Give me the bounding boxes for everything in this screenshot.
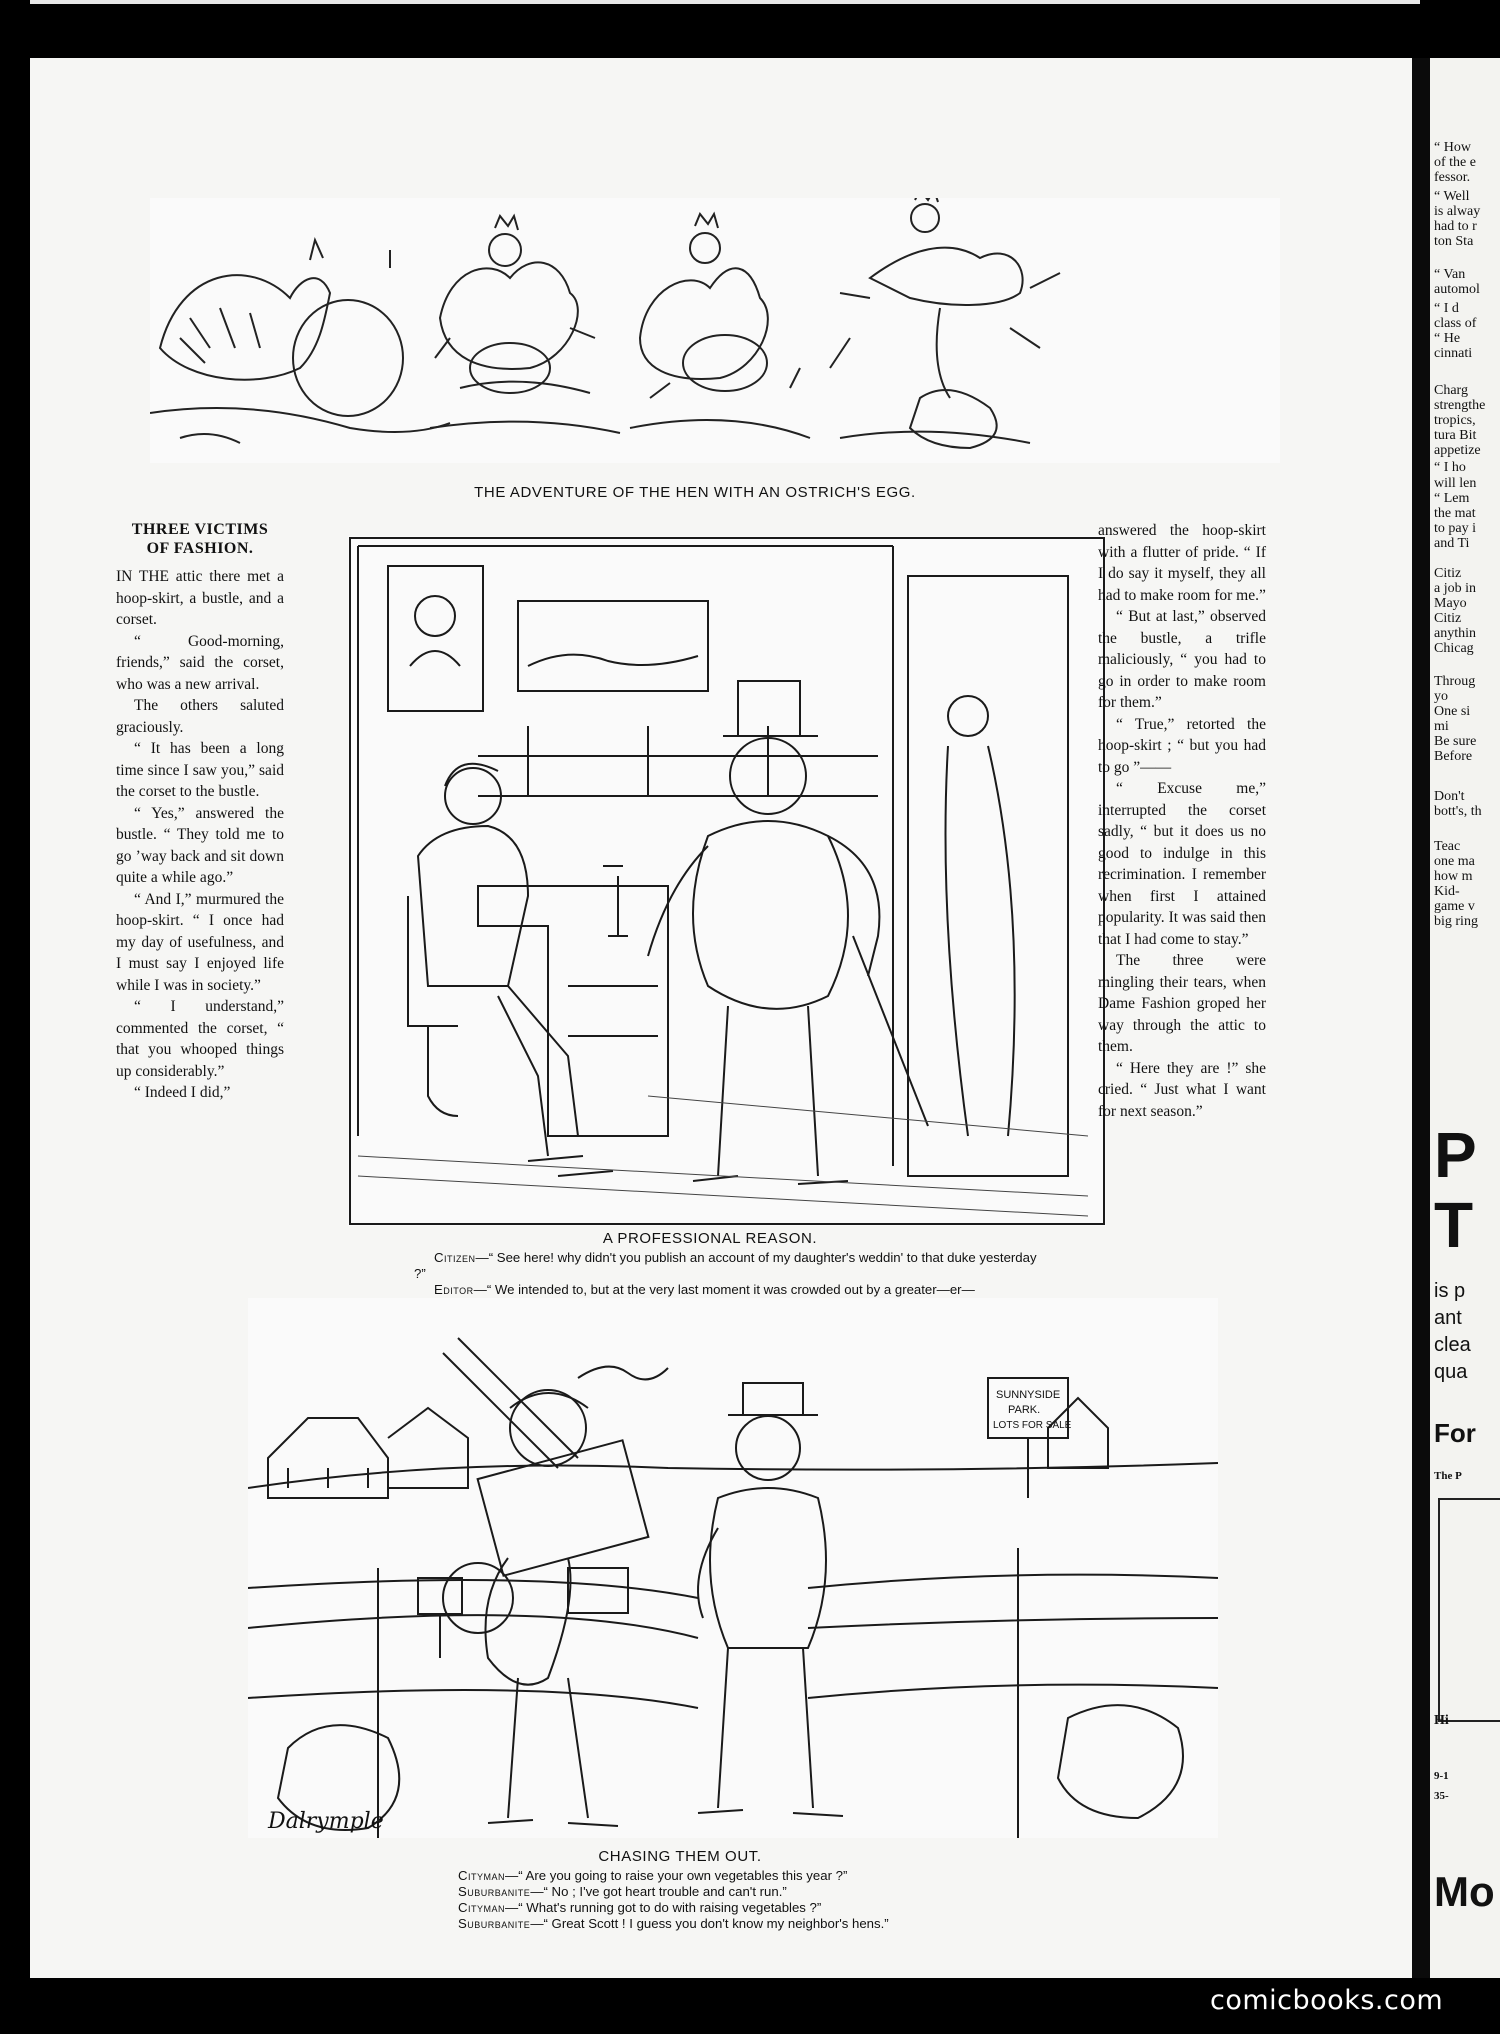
adjacent-text-fragment: “ Well	[1434, 189, 1470, 204]
article-paragraph: answered the hoop-skirt with a flutter of pride. “ If I do say it myself, they all had to make room for me.”	[1098, 522, 1266, 604]
adjacent-text-fragment: “ How	[1434, 140, 1471, 155]
ad-the-p: The P	[1434, 1470, 1462, 1482]
suburb-cartoon-dialog	[458, 1868, 1058, 1932]
adjacent-text-fragment: strengthe	[1434, 398, 1486, 413]
ad-addr-2: 35-	[1434, 1790, 1449, 1802]
ad-big-letter-2: T	[1434, 1189, 1474, 1261]
adjacent-text-fragment: yo	[1434, 689, 1448, 704]
dialog-line	[458, 1916, 1058, 1932]
article-paragraph: “ It has been a long time since I saw you,” said the corset to the bustle.	[116, 740, 284, 800]
dialog-speaker: Cityman	[458, 1900, 506, 1915]
adjacent-text-fragment: anythin	[1434, 626, 1476, 641]
sunnyside-sign-line1: SUNNYSIDE	[996, 1389, 1061, 1401]
speaker-editor: Editor	[434, 1282, 474, 1297]
ad-line: ant	[1434, 1307, 1462, 1329]
article-left-column	[116, 520, 284, 1104]
adjacent-page-fragment	[1430, 58, 1500, 1978]
adjacent-text-fragment: cinnati	[1434, 346, 1473, 361]
editor-line: —“ We intended to, but at the very last moment it was crowded out by a greater—er—	[473, 1282, 975, 1297]
office-cartoon-drawing	[348, 536, 1106, 1226]
dialog-line	[458, 1868, 1058, 1884]
suburb-cartoon-illustration	[248, 1298, 1218, 1838]
article-paragraph: “ Good-morning, friends,” said the corset, who was a new arrival.	[116, 632, 284, 693]
adjacent-text-fragment: Don't	[1434, 789, 1465, 804]
article-paragraph: The three were mingling their tears, when Dame Fashion groped her way through the attic to them.	[1098, 952, 1266, 1055]
adjacent-text-fragment: Teac	[1434, 839, 1461, 854]
adjacent-text-fragment: one ma	[1434, 854, 1475, 869]
adjacent-text-fragment: to pay i	[1434, 521, 1476, 536]
adjacent-text-fragment: Be sure	[1434, 734, 1477, 749]
dialog-speaker: Suburbanite	[458, 1884, 531, 1899]
adjacent-text-fragment: game v	[1434, 899, 1475, 914]
article-paragraph: “ I understand,” commented the corset, “ that you whooped things up considerably.”	[116, 998, 284, 1080]
page-top-edge	[30, 0, 1420, 4]
adjacent-text-fragment: Chicag	[1434, 641, 1474, 656]
adjacent-text-fragment: Throug	[1434, 674, 1476, 689]
ad-line: is p	[1434, 1280, 1466, 1302]
adjacent-text-fragment: of the e	[1434, 155, 1476, 170]
article-paragraph: “ Indeed I did,”	[134, 1084, 231, 1101]
adjacent-text-fragment: will len	[1434, 476, 1477, 491]
office-cartoon-illustration	[348, 536, 1106, 1226]
adjacent-text-fragment: class of	[1434, 316, 1477, 331]
ad-mo: Mo	[1434, 1868, 1495, 1915]
adjacent-text-fragment: One si	[1434, 704, 1471, 719]
adjacent-text-fragment: Kid-	[1434, 884, 1460, 899]
headline-line-1: THREE VICTIMS	[131, 521, 269, 538]
article-paragraph: “ But at last,” observed the bustle, a trifle maliciously, “ you had to go in order to make room for them.”	[1098, 608, 1266, 711]
newspaper-page	[30, 58, 1420, 1978]
headline-line-2: OF FASHION.	[146, 540, 254, 557]
adjacent-text-fragment: fessor.	[1434, 170, 1471, 185]
article-paragraph: IN THE attic there met a hoop-skirt, a bustle, and a corset.	[116, 568, 284, 628]
adjacent-text-fragment: the mat	[1434, 506, 1476, 521]
artist-signature: Dalrymple	[268, 1809, 384, 1834]
dialog-text: —“ Great Scott ! I guess you don't know my neighbor's hens.”	[530, 1916, 889, 1931]
sunnyside-sign-line2: PARK.	[1008, 1404, 1041, 1416]
adjacent-text-fragment: how m	[1434, 869, 1473, 884]
adjacent-text-fragment: “ Van	[1434, 267, 1466, 282]
article-paragraph: “ And I,” murmured the hoop-skirt. “ I once had my day of usefulness, and I must say I enjoyed life while I was in society.”	[116, 890, 284, 994]
dialog-text: —“ What's running got to do with raising vegetables ?”	[505, 1900, 822, 1915]
dialog-line	[458, 1884, 1058, 1900]
adjacent-text-fragment: mi	[1434, 719, 1449, 734]
adjacent-text-fragment: “ I d	[1434, 301, 1459, 316]
adjacent-text-fragment: is alway	[1434, 204, 1481, 219]
suburb-cartoon-drawing	[248, 1298, 1218, 1838]
adjacent-text-fragment: big ring	[1434, 914, 1478, 929]
sunnyside-sign-line3: LOTS FOR SALE	[993, 1420, 1072, 1431]
ad-line: qua	[1434, 1361, 1468, 1383]
hen-strip-drawing	[150, 198, 1280, 463]
dialog-speaker: Suburbanite	[458, 1916, 531, 1931]
article-paragraph: The others saluted graciously.	[116, 697, 284, 736]
ad-hi: Hi	[1434, 1713, 1449, 1728]
ad-product-box	[1438, 1498, 1500, 1722]
speaker-citizen: Citizen	[434, 1250, 476, 1265]
adjacent-text-fragment: “ I ho	[1434, 460, 1466, 475]
adjacent-text-fragment: had to r	[1434, 219, 1477, 234]
adjacent-text-fragment: ton Sta	[1434, 234, 1474, 249]
hen-strip-illustration	[150, 198, 1280, 463]
ad-line: clea	[1434, 1334, 1471, 1356]
adjacent-text-fragment: tropics,	[1434, 413, 1476, 428]
dialog-text: —“ No ; I've got heart trouble and can't run.”	[530, 1884, 787, 1899]
adjacent-text-fragment: a job in	[1434, 581, 1476, 596]
adjacent-text-fragment: Mayo	[1434, 596, 1467, 611]
adjacent-text-fragment: Citiz	[1434, 566, 1462, 581]
article-paragraph: “ Excuse me,” interrupted the corset sadly, “ but it does us no good to indulge in this recrimination. I remember when first I attained popularity. It was said then that I had come to stay.”	[1098, 780, 1266, 948]
suburb-cartoon-title: CHASING THEM OUT.	[598, 1848, 762, 1865]
ad-for: For	[1434, 1418, 1476, 1448]
article-paragraph: “ Yes,” answered the bustle. “ They told me to go ’way back and sit down quite a while ago.”	[116, 804, 284, 886]
adjacent-text-fragment: automol	[1434, 282, 1480, 297]
citizen-line: —“ See here! why didn't you publish an account of my daughter's weddin' to that duke yesterday ?”	[414, 1250, 1037, 1281]
ad-addr-1: 9-1	[1434, 1770, 1449, 1782]
article-right-column	[1098, 520, 1266, 1122]
dialog-speaker: Cityman	[458, 1868, 506, 1883]
adjacent-text-fragment: “ Lem	[1434, 491, 1470, 506]
adjacent-text-fragment: “ He	[1434, 331, 1461, 346]
adjacent-text-fragment: Citiz	[1434, 611, 1462, 626]
office-cartoon-title: A PROFESSIONAL REASON.	[602, 1230, 818, 1247]
adjacent-text-fragment: appetize	[1434, 443, 1481, 458]
adjacent-text-fragment: bott's, th	[1434, 804, 1482, 819]
article-paragraph: “ Here they are !” she cried. “ Just what I want for next season.”	[1098, 1059, 1266, 1120]
hen-strip-caption: THE ADVENTURE OF THE HEN WITH AN OSTRICH'S EGG.	[474, 484, 916, 501]
dialog-line	[458, 1900, 1058, 1916]
adjacent-text-fragment: Before	[1434, 749, 1473, 764]
dialog-text: —“ Are you going to raise your own vegetables this year ?”	[505, 1868, 848, 1883]
adjacent-text-fragment: tura Bit	[1434, 428, 1477, 443]
adjacent-text-fragment: and Ti	[1434, 536, 1470, 551]
article-paragraph: “ True,” retorted the hoop-skirt ; “ but you had to go ”——	[1098, 715, 1266, 776]
ad-big-letter-1: P	[1434, 1119, 1477, 1191]
adjacent-text-fragment: Charg	[1434, 383, 1468, 398]
article-headline	[116, 520, 284, 558]
site-watermark: comicbooks.com	[1210, 1985, 1444, 2016]
